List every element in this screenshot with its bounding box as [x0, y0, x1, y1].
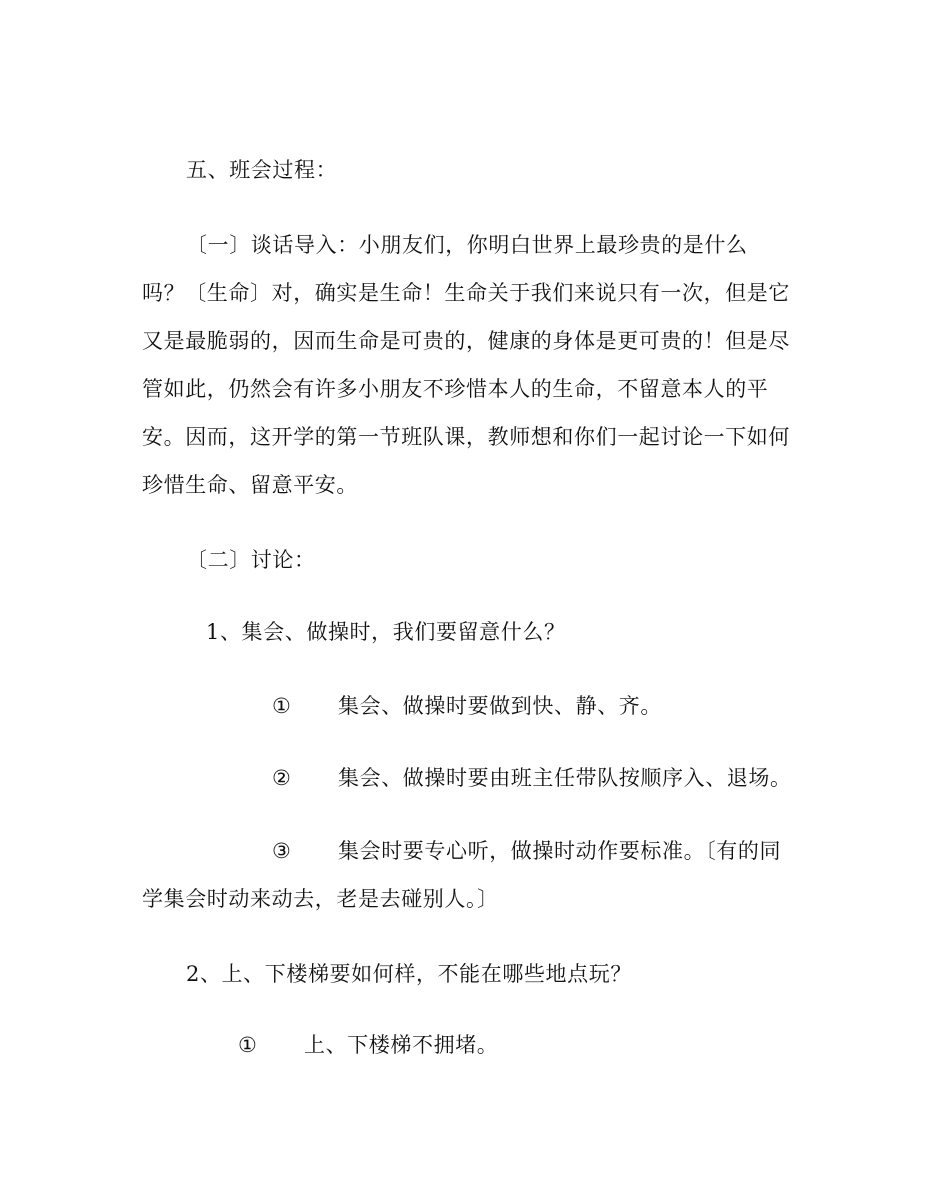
list-marker: ③ — [272, 839, 291, 863]
question-1-title: 1、集会、做操时，我们要留意什么？ — [206, 620, 566, 644]
list-item: 上、下楼梯不拥堵。 — [304, 1033, 499, 1057]
list-marker: ① — [272, 694, 291, 718]
heading-class-process: 五、班会过程： — [186, 158, 338, 182]
question-2-title: 2、上、下楼梯要如何样，不能在哪些地点玩？ — [186, 962, 632, 986]
section-discussion-title: 〔二〕讨论： — [186, 548, 316, 572]
paragraph-line: 珍惜生命、留意平安。 — [142, 473, 358, 497]
list-marker: ① — [238, 1033, 257, 1057]
paragraph-line: 又是最脆弱的，因而生命是可贵的，健康的身体是更可贵的！但是尽 — [142, 329, 790, 353]
list-item-continuation: 学集会时动来动去，老是去碰别人。〕 — [142, 887, 499, 911]
list-item: 集会、做操时要做到快、静、齐。 — [338, 694, 662, 718]
list-marker: ② — [272, 766, 291, 790]
paragraph-line: 安。因而，这开学的第一节班队课，教师想和你们一起讨论一下如何 — [142, 425, 790, 449]
list-item: 集会时要专心听，做操时动作要标准。〔有的同 — [338, 839, 782, 863]
paragraph-line: 管如此，仍然会有许多小朋友不珍惜本人的生命，不留意本人的平 — [142, 377, 769, 401]
paragraph-line: 〔一〕谈话导入：小朋友们，你明白世界上最珍贵的是什么 — [186, 233, 748, 257]
paragraph-line: 吗？〔生命〕对，确实是生命！生命关于我们来说只有一次，但是它 — [142, 281, 790, 305]
list-item: 集会、做操时要由班主任带队按顺序入、退场。 — [338, 766, 792, 790]
